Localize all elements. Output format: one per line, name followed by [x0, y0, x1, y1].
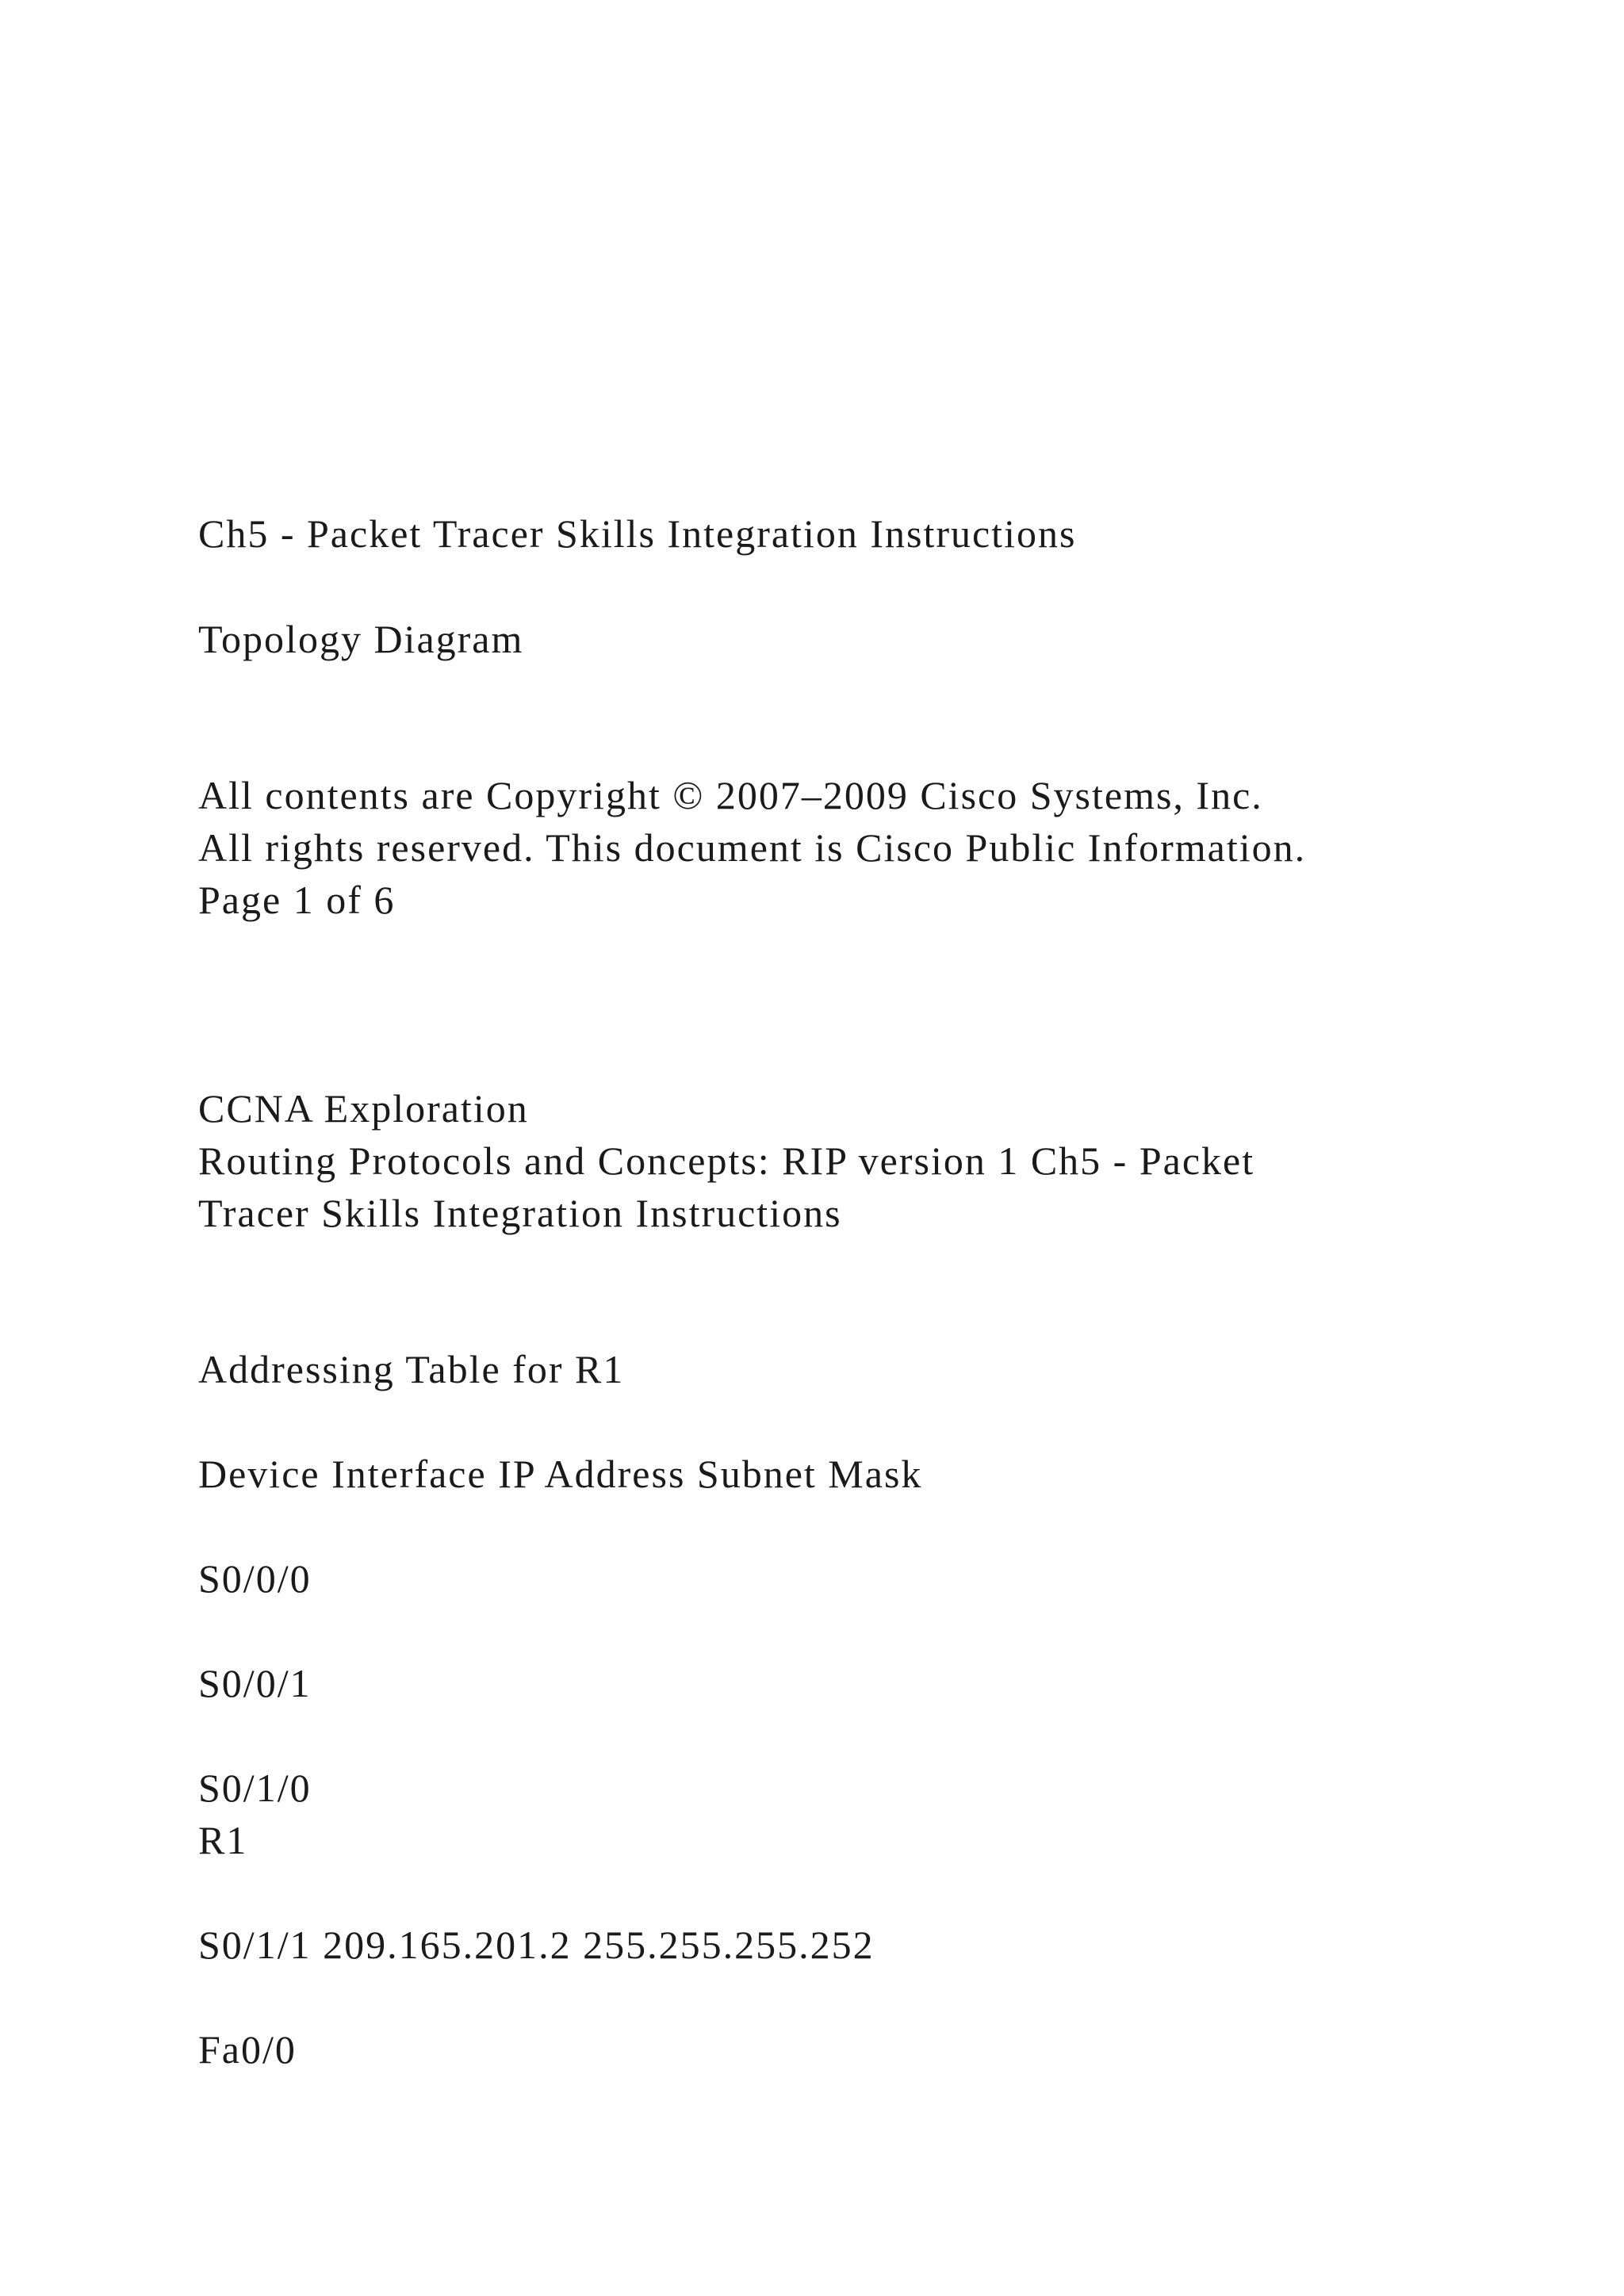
course-subtitle: Routing Protocols and Concepts: RIP version 1 Ch5 - Packet: [198, 1138, 1255, 1183]
copyright-line: All contents are Copyright © 2007–2009 Cisco Systems, Inc.: [198, 773, 1263, 817]
course-subtitle-continued: Tracer Skills Integration Instructions: [198, 1191, 842, 1235]
course-name: CCNA Exploration: [198, 1086, 529, 1131]
table-row: S0/1/0: [198, 1766, 312, 1810]
addressing-table-title: Addressing Table for R1: [198, 1347, 625, 1391]
table-row: S0/0/1: [198, 1661, 312, 1705]
table-row: S0/1/1 209.165.201.2 255.255.255.252: [198, 1923, 875, 1967]
addressing-table-header: Device Interface IP Address Subnet Mask: [198, 1452, 923, 1496]
table-row: Fa0/0: [198, 2027, 297, 2072]
table-row: S0/0/0: [198, 1556, 312, 1601]
page-number: Page 1 of 6: [198, 878, 396, 922]
document-title: Ch5 - Packet Tracer Skills Integration Instructions: [198, 511, 1077, 556]
rights-line: All rights reserved. This document is Cisco Public Information.: [198, 825, 1307, 870]
table-row: R1: [198, 1818, 248, 1862]
topology-diagram-heading: Topology Diagram: [198, 617, 524, 661]
